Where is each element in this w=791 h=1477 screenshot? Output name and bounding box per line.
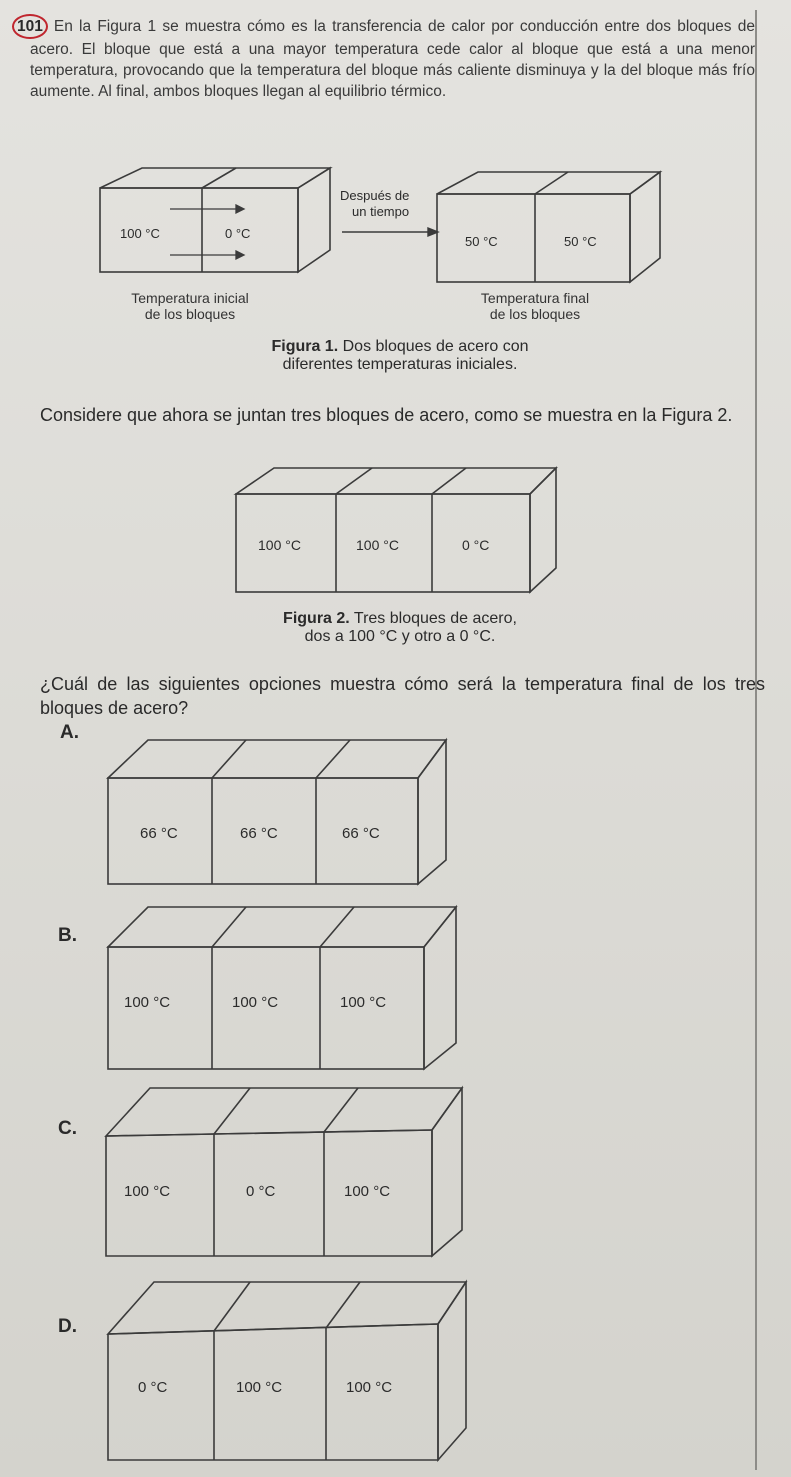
option-b-temp-1: 100 °C bbox=[124, 994, 171, 1011]
figure-2-temp-1: 100 °C bbox=[258, 537, 301, 553]
option-b-temp-3: 100 °C bbox=[340, 994, 387, 1011]
figure-1-initial-temp-1: 100 °C bbox=[120, 226, 160, 241]
time-arrow-label-line1: Después de bbox=[340, 188, 410, 203]
option-d-temp-1: 0 °C bbox=[138, 1379, 168, 1396]
figure-2-caption-text: Tres bloques de acero, bbox=[353, 610, 517, 627]
figure-2-temp-3: 0 °C bbox=[462, 537, 490, 553]
final-label-line1: Temperatura final bbox=[480, 290, 590, 306]
figure-1-caption bbox=[150, 338, 650, 374]
option-a-temp-1: 66 °C bbox=[140, 825, 178, 842]
option-a-temp-2: 66 °C bbox=[240, 825, 278, 842]
figure-1-final-label bbox=[440, 290, 630, 322]
initial-label-line2: de los bloques bbox=[144, 306, 236, 322]
option-a-letter[interactable]: A. bbox=[60, 722, 79, 743]
figure-1-caption-text: Dos bloques de acero con bbox=[342, 338, 529, 355]
figure-1-caption-title: Figura 1. bbox=[271, 338, 339, 355]
figure-2-temp-2: 100 °C bbox=[356, 537, 399, 553]
figure-1-caption-line2: diferentes temperaturas iniciales. bbox=[282, 356, 518, 373]
figure-1-initial-temp-2: 0 °C bbox=[225, 226, 251, 241]
option-c[interactable] bbox=[0, 1084, 791, 1264]
option-d-temp-3: 100 °C bbox=[346, 1379, 393, 1396]
option-c-temp-2: 0 °C bbox=[246, 1183, 276, 1200]
figure-2-caption-line2: dos a 100 °C y otro a 0 °C. bbox=[304, 628, 496, 645]
option-a[interactable] bbox=[0, 736, 791, 886]
option-b-letter[interactable]: B. bbox=[58, 925, 77, 946]
option-c-temp-1: 100 °C bbox=[124, 1183, 171, 1200]
figure-2-blocks bbox=[236, 468, 556, 592]
figure-1-final-temp-1: 50 °C bbox=[465, 234, 498, 249]
question-prompt: ¿Cuál de las siguientes opciones muestra cómo será la temperatura final de los tres bloques de acero? bbox=[40, 674, 765, 718]
time-arrow bbox=[342, 228, 438, 236]
option-d-temp-2: 100 °C bbox=[236, 1379, 283, 1396]
option-c-temp-3: 100 °C bbox=[344, 1183, 391, 1200]
intro-text: En la Figura 1 se muestra cómo es la transferencia de calor por conducción entre dos bloques de acero. El bloque que está a una mayor temperatura cede calor al bloque que está a una menor temperatura, provocando que la temperatura del bloque más caliente disminuya y la del bloque más frío aumente. Al final, ambos bloques llegan al equilibrio térmico. bbox=[30, 18, 755, 100]
option-b-temp-2: 100 °C bbox=[232, 994, 279, 1011]
figure-1-final-temp-2: 50 °C bbox=[564, 234, 597, 249]
time-arrow-label-line2: un tiempo bbox=[352, 204, 410, 219]
figure-1-initial-label bbox=[95, 290, 285, 322]
figure-2-caption-title: Figura 2. bbox=[283, 610, 350, 627]
question-number: 101 bbox=[12, 14, 48, 39]
question-intro bbox=[17, 14, 755, 102]
option-c-letter[interactable]: C. bbox=[58, 1118, 77, 1139]
option-d[interactable] bbox=[0, 1278, 791, 1468]
initial-label-line1: Temperatura inicial bbox=[131, 290, 249, 306]
figure-2 bbox=[0, 462, 791, 602]
paragraph-2: Considere que ahora se juntan tres bloques de acero, como se muestra en la Figura 2. bbox=[40, 405, 733, 425]
figure-1-final-blocks bbox=[437, 172, 660, 282]
option-a-temp-3: 66 °C bbox=[342, 825, 380, 842]
option-d-letter[interactable]: D. bbox=[58, 1316, 77, 1337]
figure-2-caption bbox=[150, 610, 650, 646]
option-b[interactable] bbox=[0, 903, 791, 1073]
final-label-line2: de los bloques bbox=[489, 306, 581, 322]
figure-1-initial-blocks bbox=[100, 168, 330, 272]
